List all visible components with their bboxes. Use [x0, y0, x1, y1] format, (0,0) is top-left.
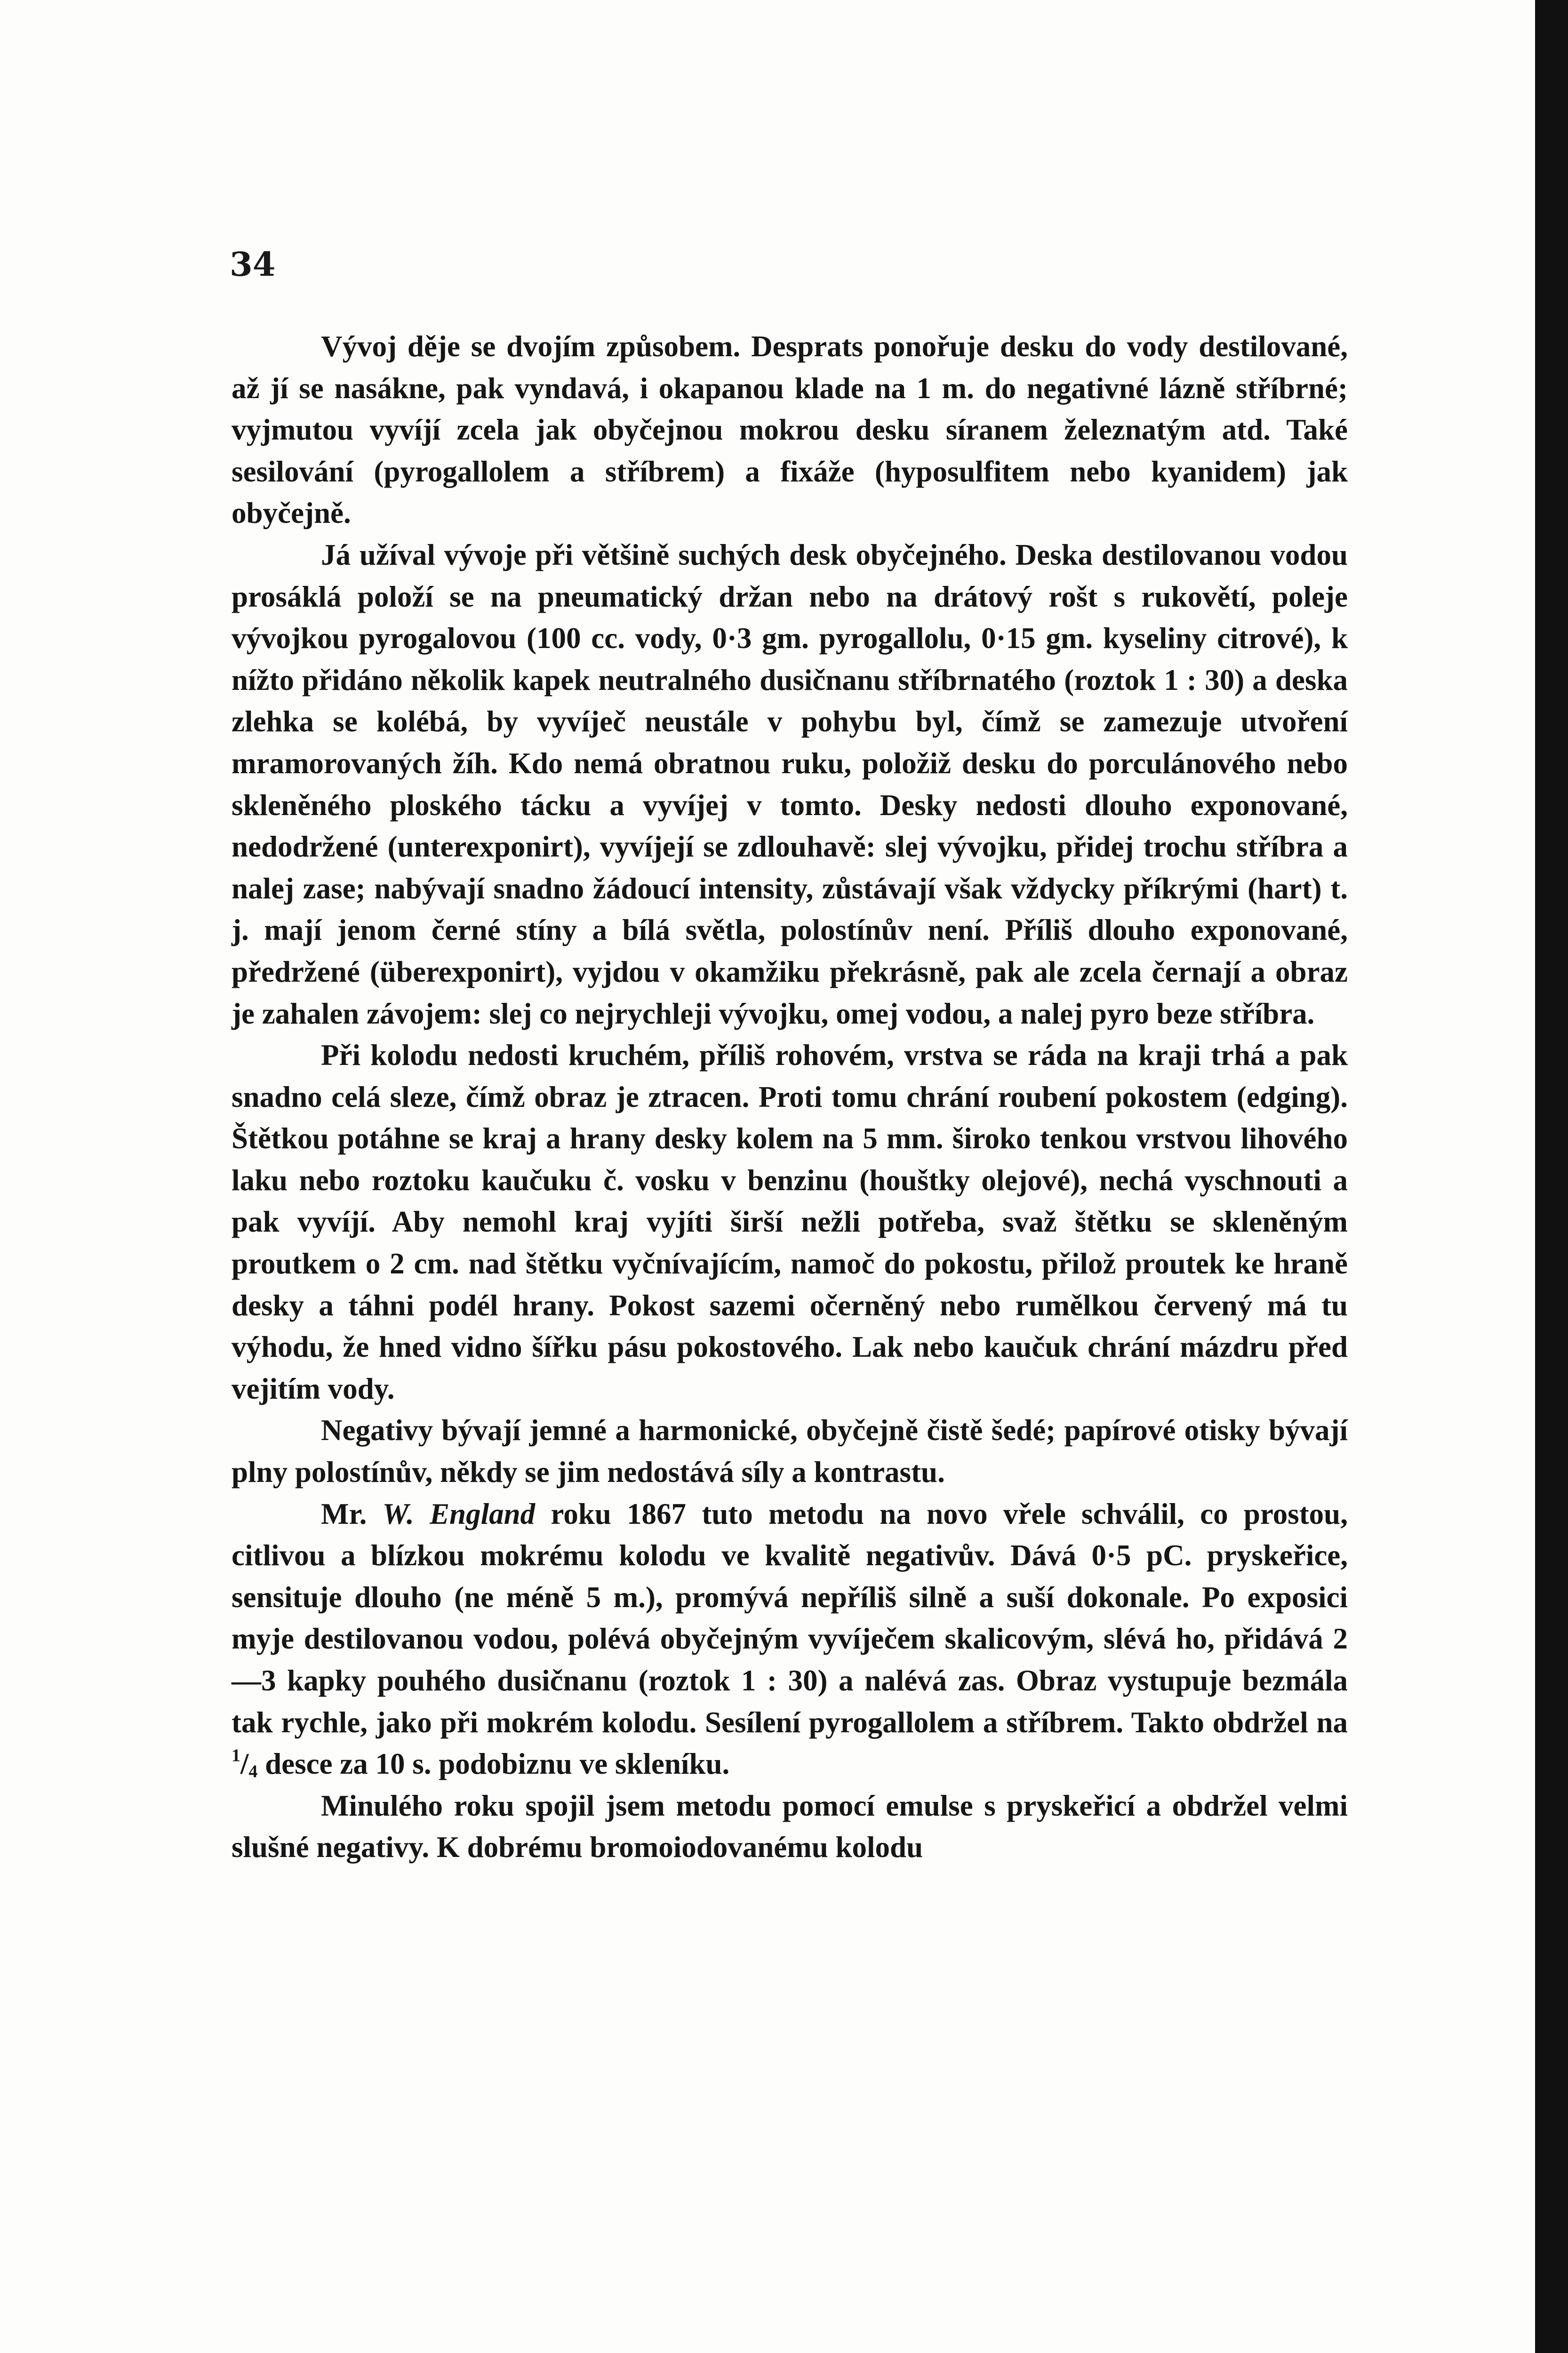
- england-text-body: roku 1867 tuto metodu na novo vřele schválil, co prostou, citlivou a blízkou mokrému kolodu ve kvalitě negativův. Dává 0·5 pC. pryskeřice, sensitujе dlouho (ne méně 5 m.), promývá nepříliš silně a suší dokonale. Po exposici myje destilovanou vodou, polévá obyčejným vyvíječem skalicovým, slévá ho, přidává 2—3 kapky pouhého dusičnanu (roztok 1 : 30) a nalévá zas. Obraz vystupuje bezmála tak rychle, jako při mokrém kolodu. Sesílení pyrogallolem a stříbrem. Takto obdržel na: [232, 1497, 1348, 1739]
- paragraph-edging: Při kolodu nedosti kruchém, příliš rohovém, vrstva se ráda na kraji trhá a pak snadno celá sleze, čímž obraz je ztracen. Proti tomu chrání roubení pokostem (edging). Štětkou potáhne se kraj a hrany desky kolem na 5 mm. široko tenkou vrstvou lihového laku nebo roztoku kaučuku č. vosku v benzinu (houštky olejové), nechá vyschnouti a pak vyvíjí. Aby nemohl kraj vyjíti širší nežli potřeba, svaž štětku se skleněným proutkem o 2 cm. nad štětku vyčnívajícím, namoč do pokostu, přilož proutek ke hraně desky a táhni podél hrany. Pokost sazemi očerněný nebo rumělkou červený má tu výhodu, že hned vidno šířku pásu pokostového. Lak nebo kaučuk chrání mázdru před vejitím vody.: [232, 1039, 1348, 1405]
- paragraph-negatives-quality: Negativy bývají jemné a harmonické, obyčejně čistě šedé; papírové otisky bývají plny polostínův, někdy se jim nedostává síly a kontrastu.: [232, 1414, 1348, 1489]
- england-text-end: desce za 10 s. podobiznu ve skleníku.: [257, 1747, 730, 1781]
- paragraph-dry-plates-development: Já užíval vývoje při většině suchých desk obyčejného. Deska destilovanou vodou prosáklá položí se na pneumatický držan nebo na drátový rošt s rukovětí, poleje vývojkou pyrogalovou (100 cc. vody, 0·3 gm. pyrogallolu, 0·15 gm. kyseliny citrové), k nížto přidáno několik kapek neutralného dusičnanu stříbrnatého (roztok 1 : 30) a deska zlehka se kolébá, by vyvíječ neustále v pohybu byl, čímž se zamezuje utvoření mramorovaných žíh. Kdo nemá obratnou ruku, položiž desku do porculánového nebo skleněného ploského tácku a vyvíjej v tomto. Desky nedosti dlouho exponované, nedodržené (unterexponirt), vyvíjejí se zdlouhavě: slej vývojku, přidej trochu stříbra a nalej zase; nabývají snadno žádoucí intensity, zůstávají však vždycky příkrými (hart) t. j. mají jenom černé stíny a bílá světla, polostínův není. Příliš dlouho exponované, předržené (überexponirt), vyjdou v okamžiku překrásně, pak ale zcela černají a obraz je zahalen závojem: slej co nejrychleji vývojku, omej vodou, a nalej pyro beze stříbra.: [232, 538, 1348, 1030]
- paragraph-development-method: Vývoj děje se dvojím způsobem. Desprats ponořuje desku do vody destilované, až jí se nasákne, pak vyndavá, i okapanou klade na 1 m. do negativné lázně stříbrné; vyjmutou vyvíjí zcela jak obyčejnou mokrou desku síranem železnatým atd. Také sesilování (pyrogallolem a stříbrem) a fixáže (hyposulfitem nebo kyanidem) jak obyčejně.: [232, 330, 1348, 530]
- page-body-text: [232, 326, 1348, 1868]
- scan-dark-edge: [1535, 0, 1568, 2353]
- author-name: W. England: [382, 1497, 536, 1530]
- paragraph-england-method: Mr. W. England roku 1867 tuto metodu na novo vřele schválil, co prostou, citlivou a blízkou mokrému kolodu ve kvalitě negativův. Dává 0·5 pC. pryskeřice, sensitujе dlouho (ne méně 5 m.), promývá nepříliš silně a suší dokonale. Po exposici myje destilovanou vodou, polévá obyčejným vyvíječem skalicovým, slévá ho, přidává 2—3 kapky pouhého dusičnanu (roztok 1 : 30) a nalévá zas. Obraz vystupuje bezmála tak rychle, jako při mokrém kolodu. Sesílení pyrogallolem a stříbrem. Takto obdržel na $^1/_4$ desce za 10 s. podobiznu ve skleníku.: [232, 1497, 1348, 1782]
- paragraph-emulsion-method: Minulého roku spojil jsem metodu pomocí emulse s pryskeřicí a obdržel velmi slušné negativy. K dobrému bromoiodovanému kolodu: [232, 1789, 1348, 1864]
- fraction-numerator: 1: [232, 1745, 240, 1766]
- england-text-start: Mr.: [321, 1497, 383, 1530]
- page-number: 34: [230, 245, 276, 284]
- fraction-denominator: 4: [248, 1761, 258, 1782]
